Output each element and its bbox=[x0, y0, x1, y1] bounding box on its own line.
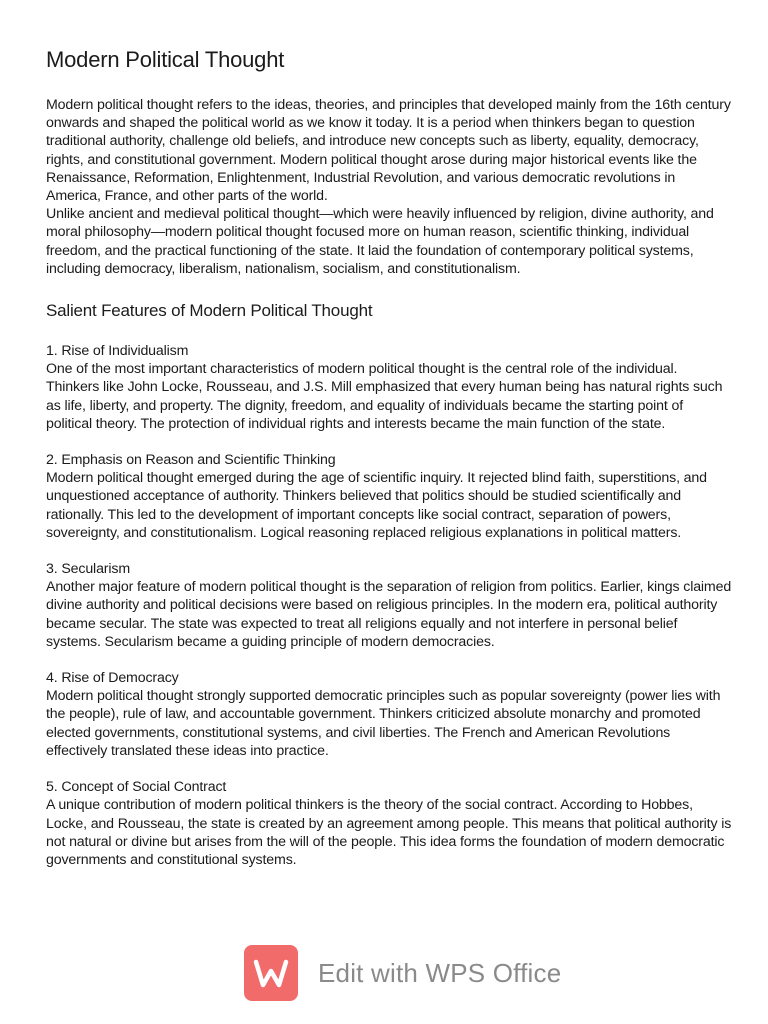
wps-logo-svg bbox=[244, 945, 298, 1001]
document-page bbox=[46, 46, 732, 887]
feature-title: 3. Secularism bbox=[46, 561, 130, 578]
feature-item bbox=[46, 778, 732, 869]
wps-watermark-label: Edit with WPS Office bbox=[318, 957, 562, 988]
feature-body: A unique contribution of modern political thinkers is the theory of the social contract. According to Hobbes, Locke, and Rousseau, the state is created by an agreement among people. This means that political authority is not natural or divine but arises from the will of the people. This idea forms the foundation of modern democratic governments and constitutional systems. bbox=[46, 797, 732, 868]
feature-item bbox=[46, 342, 732, 433]
intro-paragraph-2: Unlike ancient and medieval political thought—which were heavily influenced by religion, divine authority, and moral philosophy—modern political thought focused more on human reason, scientific thinking, individual freedom, and the practical functioning of the state. It laid the foundation of contemporary political systems, including democracy, liberalism, nationalism, socialism, and constitutionalism. bbox=[46, 206, 714, 277]
section-heading: Salient Features of Modern Political Thought bbox=[46, 301, 373, 321]
feature-item bbox=[46, 560, 732, 651]
feature-body: Modern political thought emerged during the age of scientific inquiry. It rejected blind faith, superstitions, and unquestioned acceptance of authority. Thinkers believed that politics should be studied scientifically and rationally. This led to the development of important concepts like social contract, separation of powers, sovereignty, and constitutionalism. Logical reasoning replaced religious explanations in political matters. bbox=[46, 470, 707, 541]
intro-paragraph-1: Modern political thought refers to the ideas, theories, and principles that developed mainly from the 16th century onwards and shaped the political world as we know it today. It is a period when thinkers began to question traditional authority, challenge old beliefs, and introduce new concepts such as liberty, equality, democracy, rights, and constitutional government. Modern political thought arose during major historical events like the Renaissance, Reformation, Enlightenment, Industrial Revolution, and various democratic revolutions in America, France, and other parts of the world. bbox=[46, 97, 731, 205]
wps-watermark[interactable] bbox=[244, 945, 561, 1001]
feature-item bbox=[46, 669, 732, 760]
document-title: Modern Political Thought bbox=[46, 47, 285, 72]
feature-body: Another major feature of modern political thought is the separation of religion from politics. Earlier, kings claimed divine authority and political decisions were based on religious principles. In the modern era, political authority became secular. The state was expected to treat all religions equally and not interfere in personal belief systems. Secularism became a guiding principle of modern democracies. bbox=[46, 579, 732, 650]
feature-body: One of the most important characteristics of modern political thought is the central role of the individual. Thinkers like John Locke, Rousseau, and J.S. Mill emphasized that every human being has natural rights such as life, liberty, and property. The dignity, freedom, and equality of individuals became the starting point of political theory. The protection of individual rights and interests became the main function of the state. bbox=[46, 361, 723, 432]
feature-title: 4. Rise of Democracy bbox=[46, 670, 179, 687]
feature-title: 2. Emphasis on Reason and Scientific Thinking bbox=[46, 452, 336, 469]
wps-office-logo-icon bbox=[244, 945, 298, 1001]
feature-item bbox=[46, 451, 732, 542]
feature-body: Modern political thought strongly supported democratic principles such as popular sovereignty (power lies with the people), rule of law, and accountable government. Thinkers criticized absolute monarchy and promoted elected governments, constitutional systems, and civil liberties. The French and American Revolutions effectively translated these ideas into practice. bbox=[46, 688, 721, 759]
feature-title: 1. Rise of Individualism bbox=[46, 343, 189, 360]
feature-title: 5. Concept of Social Contract bbox=[46, 779, 227, 796]
